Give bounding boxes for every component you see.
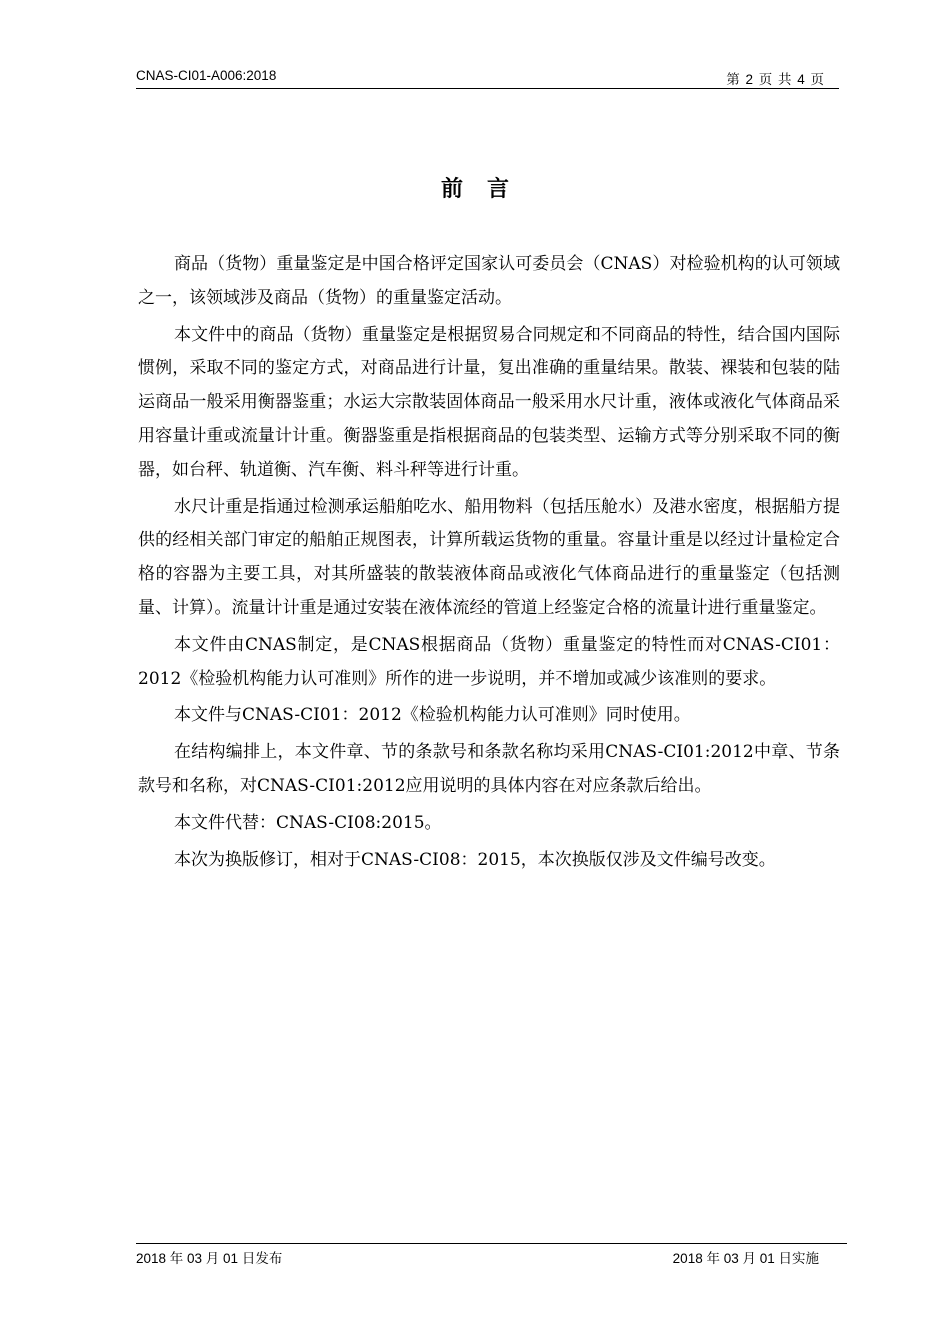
document-body bbox=[138, 248, 840, 880]
paragraph: 本文件代替：CNAS-CI08:2015。 bbox=[174, 812, 442, 833]
document-code: CNAS-CI01-A006:2018 bbox=[136, 68, 277, 83]
paragraph: 水尺计重是指通过检测承运船舶吃水、船用物料（包括压舱水）及港水密度，根据船方提供的经相关部门审定的船舶正规图表，计算所载运货物的重量。容量计重是以经过计量检定合格的容器为主要工具，对其所盛装的散装液体商品或液化气体商品进行的重量鉴定（包括测量、计算）。流量计计重是通过安装在液体流经的管道上经鉴定合格的流量计进行重量鉴定。 bbox=[138, 496, 840, 618]
page-title: 前言 bbox=[440, 177, 533, 202]
publish-date: 2018 年 03 月 01 日发布 bbox=[136, 1251, 283, 1266]
page-footer bbox=[136, 1243, 847, 1266]
page-number: 第 2 页 共 4 页 bbox=[726, 72, 825, 87]
paragraph: 在结构编排上，本文件章、节的条款号和条款名称均采用CNAS-CI01:2012中章、节条款号和名称，对CNAS-CI01:2012应用说明的具体内容在对应条款后给出。 bbox=[138, 742, 840, 796]
page-header bbox=[136, 66, 839, 89]
paragraph: 本次为换版修订，相对于CNAS-CI08：2015，本次换版仅涉及文件编号改变。 bbox=[174, 849, 776, 870]
paragraph: 商品（货物）重量鉴定是中国合格评定国家认可委员会（CNAS）对检验机构的认可领域之一，该领域涉及商品（货物）的重量鉴定活动。 bbox=[138, 254, 840, 308]
paragraph: 本文件中的商品（货物）重量鉴定是根据贸易合同规定和不同商品的特性，结合国内国际惯例，采取不同的鉴定方式，对商品进行计量，复出准确的重量结果。散装、裸装和包装的陆运商品一般采用衡器鉴重；水运大宗散装固体商品一般采用水尺计重，液体或液化气体商品采用容量计重或流量计计重。衡器鉴重是指根据商品的包装类型、运输方式等分别采取不同的衡器，如台秤、轨道衡、汽车衡、料斗秤等进行计重。 bbox=[138, 324, 840, 480]
paragraph: 本文件由CNAS制定，是CNAS根据商品（货物）重量鉴定的特性而对CNAS-CI01：2012《检验机构能力认可准则》所作的进一步说明，并不增加或减少该准则的要求。 bbox=[138, 634, 840, 689]
paragraph: 本文件与CNAS-CI01：2012《检验机构能力认可准则》同时使用。 bbox=[174, 705, 691, 726]
implement-date: 2018 年 03 月 01 日实施 bbox=[672, 1251, 819, 1266]
